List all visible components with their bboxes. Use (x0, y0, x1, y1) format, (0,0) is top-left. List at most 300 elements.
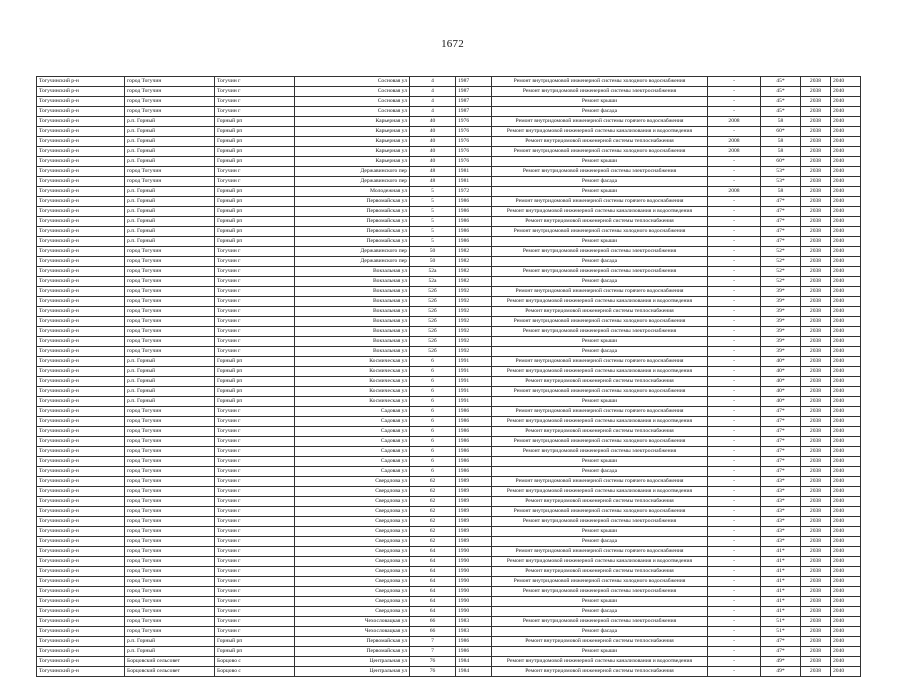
repair-type-cell: Ремонт внутридомовой инженерной системы электроснабжения (492, 447, 708, 457)
locality-cell: Тогучин г (215, 307, 295, 317)
settlement-cell: город Тогучин (125, 437, 215, 447)
last-repair-year-cell: - (708, 197, 761, 207)
year-built-cell: 1984 (456, 667, 492, 677)
house-number-cell: 6 (410, 457, 456, 467)
period-end-cell: 2040 (831, 267, 861, 277)
period-start-cell: 2038 (801, 177, 831, 187)
locality-cell: Тогучин г (215, 617, 295, 627)
last-repair-year-cell: - (708, 647, 761, 657)
street-cell: Садовая ул (295, 427, 410, 437)
street-cell: Свердлова ул (295, 577, 410, 587)
table-row (37, 487, 861, 497)
period-end-cell: 2040 (831, 617, 861, 627)
house-number-cell: 48 (410, 167, 456, 177)
settlement-cell: город Тогучин (125, 167, 215, 177)
year-built-cell: 1992 (456, 337, 492, 347)
locality-cell: Горный рп (215, 637, 295, 647)
wear-cell: 41* (761, 547, 801, 557)
period-end-cell: 2040 (831, 527, 861, 537)
year-built-cell: 1984 (456, 657, 492, 667)
street-cell: Космическая ул (295, 367, 410, 377)
repair-type-cell: Ремонт фасада (492, 257, 708, 267)
municipal-district-cell: Тогучинский р-н (37, 627, 125, 637)
last-repair-year-cell: - (708, 537, 761, 547)
last-repair-year-cell: - (708, 267, 761, 277)
period-end-cell: 2040 (831, 107, 861, 117)
table-row (37, 447, 861, 457)
repair-type-cell: Ремонт внутридомовой инженерной системы электроснабжения (492, 517, 708, 527)
house-number-cell: 64 (410, 597, 456, 607)
settlement-cell: город Тогучин (125, 177, 215, 187)
wear-cell: 41* (761, 577, 801, 587)
period-start-cell: 2038 (801, 167, 831, 177)
house-number-cell: 6 (410, 367, 456, 377)
last-repair-year-cell: - (708, 397, 761, 407)
municipal-district-cell: Тогучинский р-н (37, 277, 125, 287)
municipal-district-cell: Тогучинский р-н (37, 567, 125, 577)
table-row (37, 437, 861, 447)
street-cell: Вокзальная ул (295, 287, 410, 297)
wear-cell: 58 (761, 187, 801, 197)
period-end-cell: 2040 (831, 467, 861, 477)
period-end-cell: 2040 (831, 497, 861, 507)
settlement-cell: город Тогучин (125, 297, 215, 307)
period-end-cell: 2040 (831, 137, 861, 147)
settlement-cell: город Тогучин (125, 307, 215, 317)
wear-cell: 47* (761, 417, 801, 427)
street-cell: Вокзальная ул (295, 307, 410, 317)
table-row (37, 247, 861, 257)
last-repair-year-cell: - (708, 247, 761, 257)
settlement-cell: город Тогучин (125, 77, 215, 87)
locality-cell: Тогучин г (215, 477, 295, 487)
locality-cell: Тогучин г (215, 297, 295, 307)
house-number-cell: 6 (410, 427, 456, 437)
year-built-cell: 1989 (456, 527, 492, 537)
house-number-cell: 5 (410, 217, 456, 227)
municipal-district-cell: Тогучинский р-н (37, 467, 125, 477)
period-start-cell: 2038 (801, 157, 831, 167)
house-number-cell: 5 (410, 207, 456, 217)
period-end-cell: 2040 (831, 167, 861, 177)
locality-cell: Тогучин г (215, 627, 295, 637)
last-repair-year-cell: - (708, 87, 761, 97)
table-row (37, 417, 861, 427)
repair-type-cell: Ремонт внутридомовой инженерной системы теплоснабжения (492, 307, 708, 317)
period-end-cell: 2040 (831, 157, 861, 167)
table-row (37, 477, 861, 487)
period-start-cell: 2038 (801, 627, 831, 637)
settlement-cell: город Тогучин (125, 457, 215, 467)
period-start-cell: 2038 (801, 187, 831, 197)
house-number-cell: 6 (410, 397, 456, 407)
table-row (37, 287, 861, 297)
year-built-cell: 1990 (456, 577, 492, 587)
period-start-cell: 2038 (801, 227, 831, 237)
repair-type-cell: Ремонт крыши (492, 97, 708, 107)
year-built-cell: 1986 (456, 217, 492, 227)
wear-cell: 47* (761, 457, 801, 467)
last-repair-year-cell: - (708, 77, 761, 87)
municipal-district-cell: Тогучинский р-н (37, 427, 125, 437)
table-row (37, 567, 861, 577)
locality-cell: Тогучин г (215, 97, 295, 107)
street-cell: Свердлова ул (295, 547, 410, 557)
period-start-cell: 2038 (801, 307, 831, 317)
municipal-district-cell: Тогучинский р-н (37, 387, 125, 397)
house-number-cell: 76 (410, 667, 456, 677)
municipal-district-cell: Тогучинский р-н (37, 357, 125, 367)
street-cell: Сосновая ул (295, 77, 410, 87)
repair-type-cell: Ремонт внутридомовой инженерной системы холодного водоснабжения (492, 227, 708, 237)
period-start-cell: 2038 (801, 207, 831, 217)
house-number-cell: 50 (410, 247, 456, 257)
last-repair-year-cell: - (708, 107, 761, 117)
last-repair-year-cell: - (708, 257, 761, 267)
year-built-cell: 1982 (456, 267, 492, 277)
locality-cell: Тогучин г (215, 447, 295, 457)
period-end-cell: 2040 (831, 197, 861, 207)
settlement-cell: р.п. Горный (125, 237, 215, 247)
locality-cell: Тогучин г (215, 487, 295, 497)
last-repair-year-cell: - (708, 427, 761, 437)
repair-type-cell: Ремонт крыши (492, 157, 708, 167)
table-body (37, 77, 861, 677)
locality-cell: Горный рп (215, 387, 295, 397)
house-number-cell: 52б (410, 287, 456, 297)
repair-type-cell: Ремонт крыши (492, 457, 708, 467)
house-number-cell: 5 (410, 237, 456, 247)
last-repair-year-cell: - (708, 417, 761, 427)
house-number-cell: 6 (410, 447, 456, 457)
last-repair-year-cell: - (708, 377, 761, 387)
year-built-cell: 1987 (456, 97, 492, 107)
table-row (37, 637, 861, 647)
repair-type-cell: Ремонт внутридомовой инженерной системы теплоснабжения (492, 567, 708, 577)
street-cell: Первомайская ул (295, 197, 410, 207)
house-number-cell: 7 (410, 637, 456, 647)
repair-type-cell: Ремонт внутридомовой инженерной системы горячего водоснабжения (492, 117, 708, 127)
period-end-cell: 2040 (831, 357, 861, 367)
period-end-cell: 2040 (831, 557, 861, 567)
municipal-district-cell: Тогучинский р-н (37, 497, 125, 507)
year-built-cell: 1986 (456, 407, 492, 417)
period-start-cell: 2038 (801, 557, 831, 567)
municipal-district-cell: Тогучинский р-н (37, 197, 125, 207)
settlement-cell: город Тогучин (125, 347, 215, 357)
street-cell: Чехословацкая ул (295, 627, 410, 637)
table-row (37, 147, 861, 157)
last-repair-year-cell: - (708, 487, 761, 497)
locality-cell: Тогучин г (215, 277, 295, 287)
repair-type-cell: Ремонт внутридомовой инженерной системы канализования и водоотведения (492, 417, 708, 427)
year-built-cell: 1986 (456, 417, 492, 427)
street-cell: Карьерная ул (295, 147, 410, 157)
capital-repair-table (36, 76, 861, 677)
locality-cell: Горный рп (215, 377, 295, 387)
table-row (37, 237, 861, 247)
repair-type-cell: Ремонт внутридомовой инженерной системы горячего водоснабжения (492, 547, 708, 557)
wear-cell: 47* (761, 447, 801, 457)
municipal-district-cell: Тогучинский р-н (37, 177, 125, 187)
street-cell: Державинского пер (295, 247, 410, 257)
municipal-district-cell: Тогучинский р-н (37, 227, 125, 237)
municipal-district-cell: Тогучинский р-н (37, 577, 125, 587)
repair-type-cell: Ремонт внутридомовой инженерной системы канализования и водоотведения (492, 207, 708, 217)
wear-cell: 60* (761, 157, 801, 167)
street-cell: Садовая ул (295, 437, 410, 447)
house-number-cell: 62 (410, 527, 456, 537)
street-cell: Сосновая ул (295, 97, 410, 107)
year-built-cell: 1990 (456, 597, 492, 607)
house-number-cell: 40 (410, 117, 456, 127)
table-row (37, 257, 861, 267)
repair-type-cell: Ремонт внутридомовой инженерной системы холодного водоснабжения (492, 507, 708, 517)
municipal-district-cell: Тогучинский р-н (37, 237, 125, 247)
year-built-cell: 1991 (456, 357, 492, 367)
wear-cell: 43* (761, 477, 801, 487)
last-repair-year-cell: - (708, 167, 761, 177)
wear-cell: 40* (761, 377, 801, 387)
last-repair-year-cell: - (708, 667, 761, 677)
street-cell: Первомайская ул (295, 207, 410, 217)
municipal-district-cell: Тогучинский р-н (37, 317, 125, 327)
street-cell: Космическая ул (295, 377, 410, 387)
settlement-cell: р.п. Горный (125, 197, 215, 207)
period-start-cell: 2038 (801, 597, 831, 607)
locality-cell: Горный рп (215, 217, 295, 227)
house-number-cell: 76 (410, 657, 456, 667)
period-start-cell: 2038 (801, 237, 831, 247)
house-number-cell: 52б (410, 347, 456, 357)
repair-type-cell: Ремонт внутридомовой инженерной системы электроснабжения (492, 87, 708, 97)
street-cell: Карьерная ул (295, 117, 410, 127)
table-row (37, 197, 861, 207)
repair-type-cell: Ремонт внутридомовой инженерной системы горячего водоснабжения (492, 287, 708, 297)
period-start-cell: 2038 (801, 377, 831, 387)
locality-cell: Борцово с (215, 667, 295, 677)
locality-cell: Тогучин г (215, 77, 295, 87)
last-repair-year-cell: - (708, 567, 761, 577)
table-row (37, 467, 861, 477)
year-built-cell: 1981 (456, 177, 492, 187)
repair-type-cell: Ремонт крыши (492, 597, 708, 607)
settlement-cell: город Тогучин (125, 617, 215, 627)
table-row (37, 657, 861, 667)
wear-cell: 47* (761, 237, 801, 247)
table-row (37, 617, 861, 627)
year-built-cell: 1990 (456, 607, 492, 617)
house-number-cell: 4 (410, 97, 456, 107)
repair-type-cell: Ремонт крыши (492, 647, 708, 657)
period-end-cell: 2040 (831, 377, 861, 387)
municipal-district-cell: Тогучинский р-н (37, 647, 125, 657)
year-built-cell: 1986 (456, 197, 492, 207)
repair-type-cell: Ремонт фасада (492, 607, 708, 617)
settlement-cell: город Тогучин (125, 327, 215, 337)
repair-type-cell: Ремонт внутридомовой инженерной системы горячего водоснабжения (492, 197, 708, 207)
year-built-cell: 1989 (456, 517, 492, 527)
street-cell: Свердлова ул (295, 597, 410, 607)
table-row (37, 167, 861, 177)
locality-cell: Горный рп (215, 157, 295, 167)
table-row (37, 137, 861, 147)
municipal-district-cell: Тогучинский р-н (37, 407, 125, 417)
period-end-cell: 2040 (831, 417, 861, 427)
period-start-cell: 2038 (801, 547, 831, 557)
period-start-cell: 2038 (801, 657, 831, 667)
year-built-cell: 1986 (456, 237, 492, 247)
wear-cell: 53* (761, 177, 801, 187)
repair-type-cell: Ремонт фасада (492, 347, 708, 357)
municipal-district-cell: Тогучинский р-н (37, 537, 125, 547)
house-number-cell: 64 (410, 547, 456, 557)
municipal-district-cell: Тогучинский р-н (37, 637, 125, 647)
locality-cell: Тогучин г (215, 87, 295, 97)
table-row (37, 627, 861, 637)
house-number-cell: 4 (410, 77, 456, 87)
last-repair-year-cell: - (708, 357, 761, 367)
table-row (37, 367, 861, 377)
period-start-cell: 2038 (801, 357, 831, 367)
house-number-cell: 62 (410, 537, 456, 547)
settlement-cell: Борцовский сельсовет (125, 667, 215, 677)
period-end-cell: 2040 (831, 257, 861, 267)
repair-type-cell: Ремонт крыши (492, 237, 708, 247)
table-row (37, 407, 861, 417)
last-repair-year-cell: - (708, 557, 761, 567)
period-start-cell: 2038 (801, 327, 831, 337)
year-built-cell: 1991 (456, 377, 492, 387)
locality-cell: Горный рп (215, 367, 295, 377)
repair-type-cell: Ремонт внутридомовой инженерной системы канализования и водоотведения (492, 487, 708, 497)
street-cell: Свердлова ул (295, 607, 410, 617)
municipal-district-cell: Тогучинский р-н (37, 507, 125, 517)
wear-cell: 51* (761, 627, 801, 637)
locality-cell: Тогучин г (215, 347, 295, 357)
repair-type-cell: Ремонт внутридомовой инженерной системы теплоснабжения (492, 377, 708, 387)
settlement-cell: город Тогучин (125, 87, 215, 97)
municipal-district-cell: Тогучинский р-н (37, 137, 125, 147)
last-repair-year-cell: - (708, 577, 761, 587)
table-row (37, 607, 861, 617)
period-end-cell: 2040 (831, 537, 861, 547)
wear-cell: 58 (761, 147, 801, 157)
locality-cell: Тогучин г (215, 527, 295, 537)
year-built-cell: 1991 (456, 397, 492, 407)
table-row (37, 537, 861, 547)
wear-cell: 41* (761, 557, 801, 567)
year-built-cell: 1972 (456, 187, 492, 197)
last-repair-year-cell: - (708, 347, 761, 357)
repair-type-cell: Ремонт внутридомовой инженерной системы электроснабжения (492, 327, 708, 337)
year-built-cell: 1986 (456, 207, 492, 217)
period-end-cell: 2040 (831, 337, 861, 347)
settlement-cell: Борцовский сельсовет (125, 657, 215, 667)
locality-cell: Тогучин г (215, 577, 295, 587)
wear-cell: 53* (761, 167, 801, 177)
last-repair-year-cell: 2008 (708, 147, 761, 157)
locality-cell: Тогучин г (215, 167, 295, 177)
settlement-cell: город Тогучин (125, 257, 215, 267)
last-repair-year-cell: - (708, 477, 761, 487)
municipal-district-cell: Тогучинский р-н (37, 187, 125, 197)
last-repair-year-cell: - (708, 607, 761, 617)
locality-cell: Тогучин г (215, 327, 295, 337)
house-number-cell: 6 (410, 417, 456, 427)
locality-cell: Горный рп (215, 197, 295, 207)
wear-cell: 47* (761, 427, 801, 437)
table-row (37, 77, 861, 87)
wear-cell: 39* (761, 317, 801, 327)
wear-cell: 47* (761, 647, 801, 657)
period-end-cell: 2040 (831, 327, 861, 337)
period-end-cell: 2040 (831, 387, 861, 397)
period-end-cell: 2040 (831, 547, 861, 557)
settlement-cell: город Тогучин (125, 537, 215, 547)
locality-cell: Тогучин г (215, 597, 295, 607)
street-cell: Космическая ул (295, 357, 410, 367)
wear-cell: 43* (761, 537, 801, 547)
period-start-cell: 2038 (801, 517, 831, 527)
period-start-cell: 2038 (801, 217, 831, 227)
period-end-cell: 2040 (831, 317, 861, 327)
municipal-district-cell: Тогучинский р-н (37, 447, 125, 457)
last-repair-year-cell: - (708, 307, 761, 317)
repair-type-cell: Ремонт внутридомовой инженерной системы теплоснабжения (492, 637, 708, 647)
municipal-district-cell: Тогучинский р-н (37, 77, 125, 87)
repair-type-cell: Ремонт крыши (492, 337, 708, 347)
municipal-district-cell: Тогучинский р-н (37, 297, 125, 307)
table-row (37, 357, 861, 367)
street-cell: Державинского пер (295, 167, 410, 177)
settlement-cell: р.п. Горный (125, 227, 215, 237)
street-cell: Свердлова ул (295, 557, 410, 567)
house-number-cell: 40 (410, 127, 456, 137)
year-built-cell: 1992 (456, 317, 492, 327)
year-built-cell: 1986 (456, 647, 492, 657)
house-number-cell: 6 (410, 377, 456, 387)
period-end-cell: 2040 (831, 187, 861, 197)
last-repair-year-cell: 2008 (708, 137, 761, 147)
house-number-cell: 62 (410, 507, 456, 517)
wear-cell: 47* (761, 217, 801, 227)
repair-type-cell: Ремонт внутридомовой инженерной системы электроснабжения (492, 617, 708, 627)
municipal-district-cell: Тогучинский р-н (37, 597, 125, 607)
street-cell: Вокзальная ул (295, 297, 410, 307)
table-row (37, 317, 861, 327)
street-cell: Вокзальная ул (295, 347, 410, 357)
wear-cell: 40* (761, 367, 801, 377)
repair-type-cell: Ремонт крыши (492, 397, 708, 407)
repair-type-cell: Ремонт внутридомовой инженерной системы электроснабжения (492, 167, 708, 177)
house-number-cell: 52б (410, 297, 456, 307)
table-row (37, 517, 861, 527)
wear-cell: 39* (761, 297, 801, 307)
settlement-cell: р.п. Горный (125, 367, 215, 377)
table-row (37, 397, 861, 407)
wear-cell: 43* (761, 517, 801, 527)
settlement-cell: город Тогучин (125, 107, 215, 117)
repair-type-cell: Ремонт фасада (492, 107, 708, 117)
period-start-cell: 2038 (801, 587, 831, 597)
repair-type-cell: Ремонт крыши (492, 187, 708, 197)
house-number-cell: 4 (410, 107, 456, 117)
table-row (37, 127, 861, 137)
wear-cell: 45* (761, 97, 801, 107)
last-repair-year-cell: - (708, 287, 761, 297)
wear-cell: 47* (761, 637, 801, 647)
